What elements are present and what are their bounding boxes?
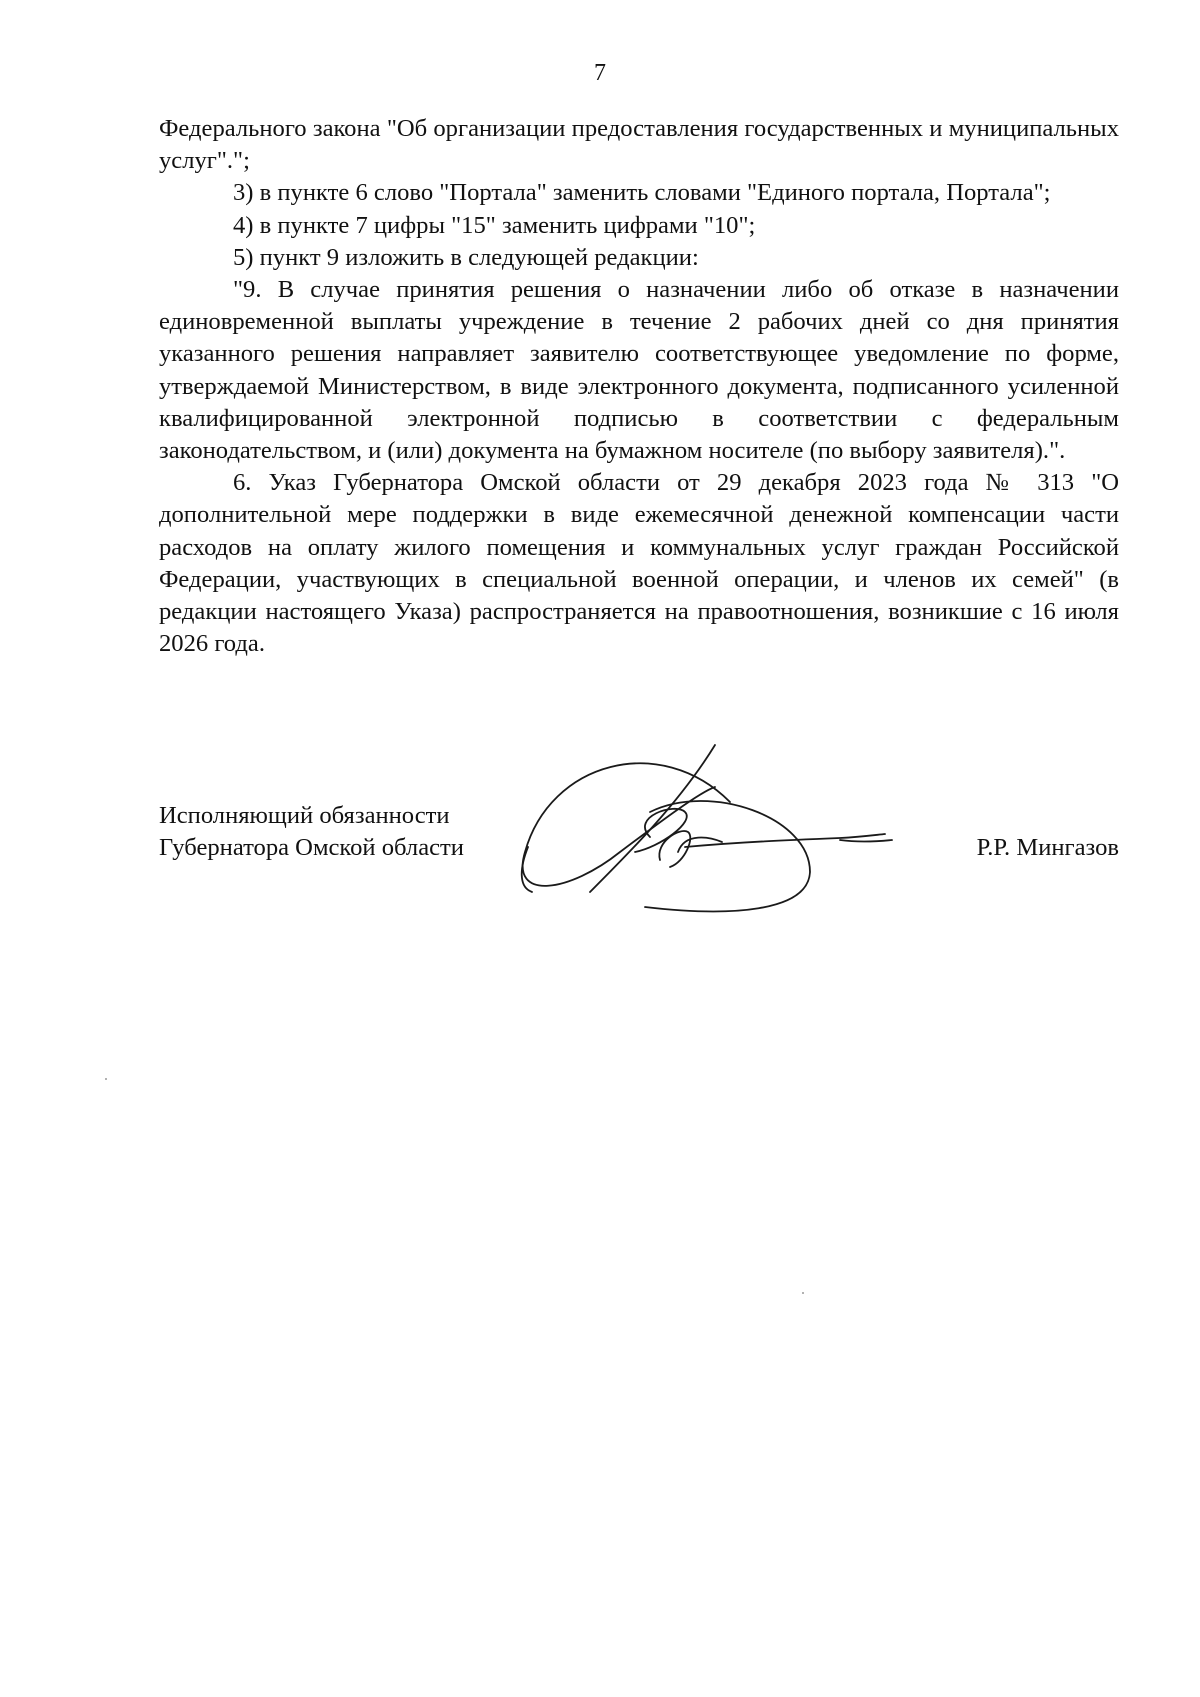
paragraph-3: 4) в пункте 7 цифры "15" заменить цифрами "10";: [233, 211, 756, 239]
paragraph-1: Федерального закона "Об организации предоставления государственных и муниципальных услуг".";: [159, 115, 1119, 175]
scan-speck: [802, 1292, 804, 1294]
signatory-name: Р.Р. Мингазов: [976, 834, 1119, 862]
paragraph-2: 3) в пункте 6 слово "Портала" заменить словами "Единого портала, Портала";: [233, 179, 1051, 207]
paragraph-5: "9. В случае принятия решения о назначении либо об отказе в назначении единовременной выплаты учреждение в течение 2 рабочих дней со дня принятия указанного решения направляет заявителю соответствующее уведомление по форме, утверждаемой Министерством, в виде электронного документа, подписанного усиленной квалифицированной электронной подписью в соответствии с федеральным законодательством, и (или) документа на бумажном носителе (по выбору заявителя).".: [159, 276, 1119, 465]
page-number: 7: [594, 60, 606, 86]
document-body: [159, 113, 1119, 660]
signatory-position-line2: Губернатора Омской области: [159, 834, 464, 862]
paragraph-4: 5) пункт 9 изложить в следующей редакции:: [233, 243, 699, 271]
paragraph-6: 6. Указ Губернатора Омской области от 29 декабря 2023 года № 313 "О дополнительной мере поддержки в виде ежемесячной денежной компенсации части расходов на оплату жилого помещения и коммунальных услуг граждан Российской Федерации, участвующих в специальной военной операции, и членов их семей" (в редакции настоящего Указа) распространяется на правоотношения, возникшие с 16 июля 2026 года.: [159, 469, 1119, 658]
signatory-position-line1: Исполняющий обязанности: [159, 802, 450, 829]
signature-block: [159, 800, 1119, 864]
scan-speck: [105, 1078, 107, 1080]
